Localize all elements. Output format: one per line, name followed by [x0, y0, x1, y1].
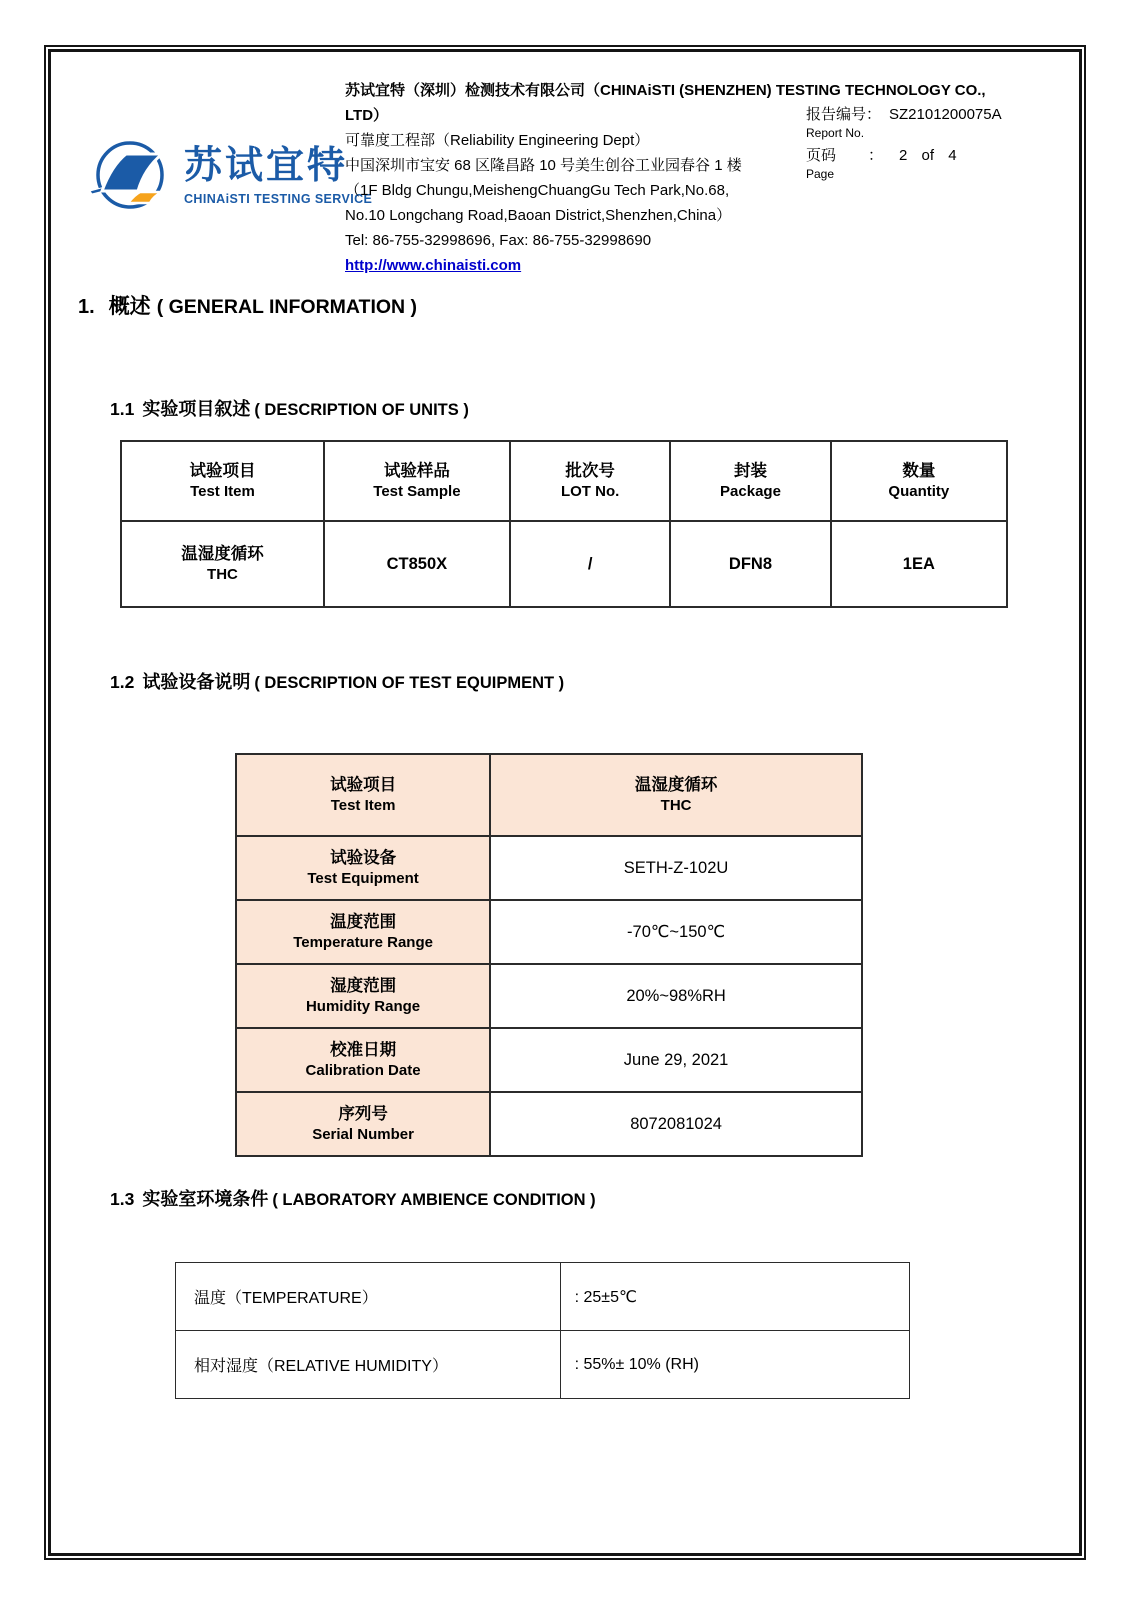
company-name-line2: LTD） [345, 107, 389, 124]
units-cell-test-item: 温湿度循环 THC [121, 521, 324, 607]
section-1-number: 1. [78, 296, 95, 318]
units-header-package: 封装 Package [670, 441, 830, 521]
section-1-heading [78, 290, 417, 320]
section-1-2-number: 1.2 [110, 672, 135, 692]
page-colon: ： [868, 147, 884, 164]
equipment-value-calibration-date: June 29, 2021 [490, 1028, 862, 1092]
section-1-3-title-en: ( LABORATORY AMBIENCE CONDITION ) [272, 1191, 596, 1209]
units-table-data-row [121, 521, 1007, 607]
logo-name-cn: 苏试宜特 [184, 144, 349, 187]
equipment-row-serial-number [236, 1092, 862, 1156]
equipment-value-test-item: 温湿度循环 THC [490, 754, 862, 836]
report-meta [806, 106, 1002, 181]
report-no-value: SZ2101200075A [889, 106, 1002, 123]
equipment-row-test-item [236, 754, 862, 836]
units-table [120, 440, 1008, 608]
section-1-3-number: 1.3 [110, 1189, 135, 1209]
ambience-value-temperature: : 25±5℃ [560, 1263, 909, 1331]
section-1-3-heading [110, 1185, 596, 1211]
address-en-line2: No.10 Longchang Road,Baoan District,Shenzhen,China） [345, 207, 732, 224]
units-header-quantity: 数量 Quantity [831, 441, 1007, 521]
department: 可靠度工程部（Reliability Engineering Dept） [345, 132, 650, 149]
section-1-1-title-en: ( DESCRIPTION OF UNITS ) [254, 401, 469, 419]
equipment-row-calibration-date [236, 1028, 862, 1092]
units-header-test-item: 试验项目 Test Item [121, 441, 324, 521]
ambience-label-humidity: 相对湿度（RELATIVE HUMIDITY） [176, 1331, 561, 1399]
page-line [806, 147, 1002, 165]
ambience-table [175, 1262, 910, 1399]
report-no-label: 报告编号： [806, 106, 882, 123]
equipment-value-serial-number: 8072081024 [490, 1092, 862, 1156]
equipment-label-calibration-date: 校准日期 Calibration Date [236, 1028, 490, 1092]
section-1-2-title-cn: 试验设备说明 [142, 672, 251, 692]
section-1-title-cn: 概述 [108, 295, 151, 318]
section-1-3-title-cn: 实验室环境条件 [142, 1189, 269, 1209]
units-cell-package: DFN8 [670, 521, 830, 607]
section-1-1-number: 1.1 [110, 399, 135, 419]
equipment-table [235, 753, 863, 1157]
equipment-label-serial-number: 序列号 Serial Number [236, 1092, 490, 1156]
equipment-label-temp-range: 温度范围 Temperature Range [236, 900, 490, 964]
units-header-lot-no: 批次号 LOT No. [510, 441, 670, 521]
company-logo [90, 133, 372, 220]
equipment-value-temp-range: -70℃~150℃ [490, 900, 862, 964]
units-cell-sample: CT850X [324, 521, 510, 607]
logo-swoosh-icon [90, 133, 178, 220]
equipment-row-equipment [236, 836, 862, 900]
section-1-title-en: ( GENERAL INFORMATION ) [156, 296, 418, 318]
page-label: 页码 [806, 147, 837, 164]
section-1-2-title-en: ( DESCRIPTION OF TEST EQUIPMENT ) [254, 674, 565, 692]
equipment-label-test-item: 试验项目 Test Item [236, 754, 490, 836]
report-no-line [806, 106, 1002, 124]
equipment-value-equipment: SETH-Z-102U [490, 836, 862, 900]
units-cell-quantity: 1EA [831, 521, 1007, 607]
ambience-row-humidity [176, 1331, 910, 1399]
ambience-value-humidity: : 55%± 10% (RH) [560, 1331, 909, 1399]
units-header-test-sample: 试验样品 Test Sample [324, 441, 510, 521]
report-no-sublabel: Report No. [806, 126, 865, 140]
address-en-line1: （1F Bldg Chungu,MeishengChuangGu Tech Park,No.68, [345, 182, 730, 199]
section-1-1-heading [110, 395, 469, 421]
equipment-row-humidity-range [236, 964, 862, 1028]
website-link[interactable]: http://www.chinaisti.com [345, 257, 522, 274]
equipment-label-humidity-range: 湿度范围 Humidity Range [236, 964, 490, 1028]
section-1-2-heading [110, 668, 564, 694]
equipment-value-humidity-range: 20%~98%RH [490, 964, 862, 1028]
units-cell-lot: / [510, 521, 670, 607]
company-name-line1: 苏试宜特（深圳）检测技术有限公司（CHINAiSTI (SHENZHEN) TESTING TECHNOLOGY CO., [345, 82, 986, 99]
ambience-row-temperature [176, 1263, 910, 1331]
equipment-label-equipment: 试验设备 Test Equipment [236, 836, 490, 900]
equipment-row-temp-range [236, 900, 862, 964]
page-sublabel: Page [806, 167, 835, 181]
address-cn: 中国深圳市宝安 68 区隆昌路 10 号美生创谷工业园春谷 1 楼 [345, 157, 742, 174]
page-value: 2 of 4 [899, 147, 957, 164]
units-table-header-row [121, 441, 1007, 521]
section-1-1-title-cn: 实验项目叙述 [142, 399, 251, 419]
ambience-label-temperature: 温度（TEMPERATURE） [176, 1263, 561, 1331]
logo-tagline: CHINAiSTI TESTING SERVICE [184, 191, 373, 206]
tel-fax: Tel: 86-755-32998696, Fax: 86-755-32998690 [345, 232, 652, 249]
